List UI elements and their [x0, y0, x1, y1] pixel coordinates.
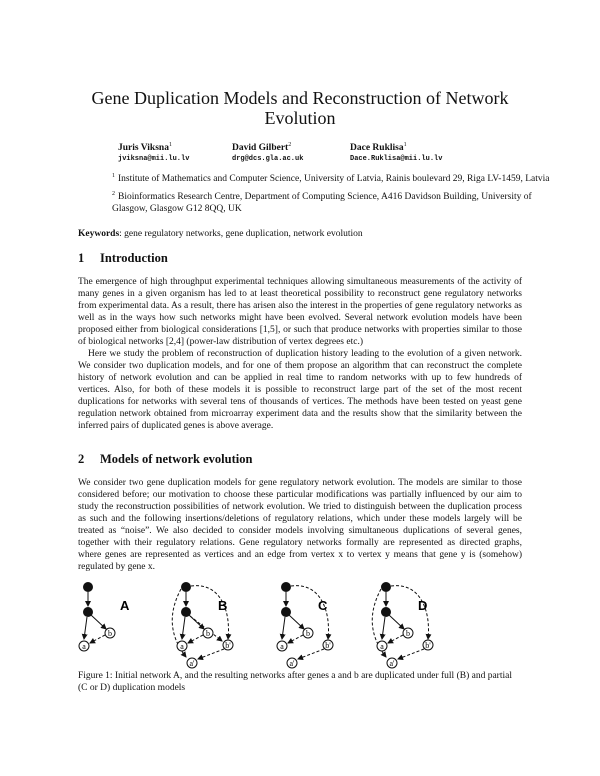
- node-label-a-prime: a': [289, 659, 295, 668]
- models-paragraph-1: We consider two gene duplication models for gene regulatory network evolution. The models are similar to those considered before; our motivation to choose these particular modifications was partially influenced by our aim to study the reconstruction possibilities of network evolution. We tried to distinguish between the duplication process as such and the following insertions/deletions of regulatory relations, which under these models largely will be treated as “noise”. We also decided to consider models involving simultaneous duplications of several genes, together with their regulatory relations. Gene regulatory networks formally are represented as directed graphs, where genes are represented as vertices and an edge from vertex x to vertex y means that gene y is (somehow) regulated by gene x.: [78, 478, 522, 572]
- node-label-a: a: [280, 642, 284, 651]
- regulator-node: [381, 582, 391, 592]
- section-title: Introduction: [100, 251, 168, 265]
- author-affil-mark: 1: [168, 142, 172, 148]
- panel-label: C: [318, 598, 328, 613]
- node-label-a-prime: a': [189, 659, 195, 668]
- regulator-node: [281, 582, 291, 592]
- author-email: Dace.Ruklisa@mii.lu.lv: [350, 155, 443, 164]
- node-label-b: b: [306, 629, 310, 638]
- author-name: Dace Ruklisa: [350, 143, 404, 154]
- keywords-label: Keywords: [78, 229, 120, 239]
- node-label-b-prime: b': [225, 641, 231, 650]
- node-label-b: b: [406, 629, 410, 638]
- keywords: [78, 229, 363, 239]
- affiliation-text: Institute of Mathematics and Computer Science, University of Latvia, Rainis boulevard 29, Riga LV-1459, Latvia: [118, 174, 550, 185]
- author-name: Juris Viksna: [118, 143, 169, 154]
- author-block: [118, 140, 498, 166]
- author-name: David Gilbert: [232, 143, 289, 154]
- node-label-a: a: [180, 642, 184, 651]
- affiliation-text: Bioinformatics Research Centre, Department of Computing Science, A416 Davidson Building, University of Glasgow, Glasgow G12 8QQ, UK: [112, 192, 532, 215]
- section-title: Models of network evolution: [100, 452, 253, 466]
- author-affil-mark: 2: [288, 142, 292, 148]
- node-label-b: b: [108, 629, 112, 638]
- affiliations: [112, 170, 552, 218]
- node-label-b-prime: b': [425, 641, 431, 650]
- paper-title: Gene Duplication Models and Reconstruction of Network Evolution: [91, 88, 509, 128]
- node-label-a: a: [82, 642, 86, 651]
- panel-d: [372, 582, 433, 668]
- panel-label: D: [418, 598, 428, 613]
- affiliation-1: [112, 170, 552, 185]
- panel-label: A: [120, 598, 130, 613]
- section-number: 2: [78, 452, 85, 466]
- regulator-node: [83, 582, 93, 592]
- regulator-node: [181, 582, 191, 592]
- panel-label: B: [218, 598, 228, 613]
- node-label-a: a: [380, 642, 384, 651]
- keywords-text: : gene regulatory networks, gene duplication, network evolution: [119, 229, 363, 239]
- node-label-a-prime: a': [389, 659, 395, 668]
- author-email: drg@dcs.gla.ac.uk: [232, 155, 304, 164]
- author-email: jviksna@mii.lu.lv: [118, 155, 190, 164]
- panel-a: [79, 582, 130, 651]
- section-number: 1: [78, 251, 85, 265]
- panel-c: [277, 582, 333, 668]
- node-label-b: b: [206, 629, 210, 638]
- author-2: [232, 140, 303, 165]
- section-heading-models: [78, 452, 252, 467]
- section-heading-introduction: [78, 251, 168, 266]
- author-1: [118, 140, 189, 165]
- author-affil-mark: 1: [403, 142, 407, 148]
- affiliation-2: [112, 188, 552, 215]
- author-3: [350, 140, 442, 165]
- intro-paragraph-2: Here we study the problem of reconstruction of duplication history leading to the evolution of a given network. We consider two duplication models, and for one of them propose an algorithm that can reconstruct the complete history of network evolution and can be applied in real time to random networks with up to few hundreds of vertices. Also, for both of these models it is possible to reconstruct large part of the set of the most recent duplications for networks with several tens of thousands of vertices. The methods have been tested on yeast gene regulation network obtained from microarray experiment data and the results show that the similarity between the inferred pairs of duplicated genes is above average.: [78, 349, 522, 431]
- intro-paragraph-1: The emergence of high throughput experimental techniques allowing simultaneous measurements of the activity of many genes in a given organism has led to at least theoretical possibility to reconstruct gene regulatory networks from experimental data. As a result, there has arisen also the interest in the properties of gene regulatory networks as well as in the ways how such networks might have been evolved. Several network evolution models have been proposed either from biological considerations [1,5], or such that produce networks with properties similar to those of biological networks [2,4] (power-law distribution of vertex degrees etc.): [78, 277, 522, 347]
- affiliation-number: 1: [112, 173, 115, 179]
- affiliation-number: 2: [112, 191, 115, 198]
- figure-caption: Figure 1: Initial network A, and the resulting networks after genes a and b are duplicated under full (B) and partial (C or D) duplication models: [78, 671, 512, 693]
- node-label-b-prime: b': [325, 641, 331, 650]
- panel-b: [172, 582, 233, 668]
